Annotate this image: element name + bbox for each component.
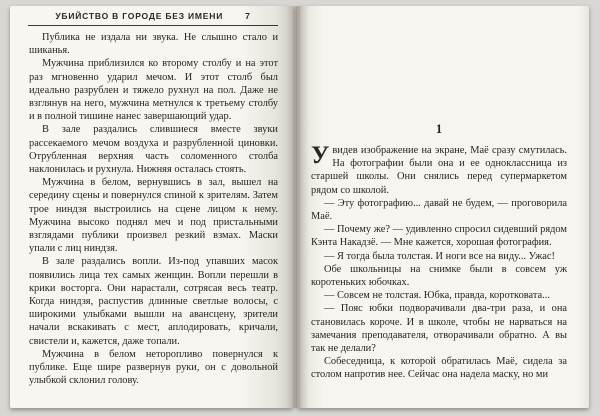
- chapter-number: 1: [435, 122, 443, 136]
- paragraph: — Совсем не толстая. Юбка, правда, коротковата...: [324, 290, 550, 302]
- drop-cap: У: [311, 142, 330, 169]
- paragraph: Обе школьницы на снимке были в совсем уж коротеньких юбочках.: [311, 263, 567, 289]
- running-head: [28, 11, 278, 21]
- left-page: [10, 6, 293, 408]
- left-page-text: [29, 31, 278, 387]
- paragraph: — Я тогда была толстая. И ноги все на виду... Ужас!: [324, 250, 555, 262]
- right-page-text: [311, 144, 567, 382]
- paragraph: Мужчина в белом неторопливо повернулся к публике. Еще шире развернув руки, он с довольной улыбкой склонил голову.: [29, 348, 278, 387]
- paragraph: Мужчина приблизился ко второму столбу и на этот раз мгновенно ударил мечом. И этот столб был идеально разрублен и тяжело рухнул на пол. Даже не взглянув на него, мужчина метнулся к третьему столбу и в полной тишине нанес завершающий удар.: [29, 58, 278, 123]
- paragraph: В зале раздались слившиеся вместе звуки рассекаемого мечом воздуха и разрубленной циновки. Отрубленная верхняя часть соломенного столба наклонилась и рухнула. Нижняя осталась стоять.: [29, 124, 278, 176]
- right-page: [297, 6, 589, 408]
- paragraph: — Эту фотографию... давай не будем, — проговорила Маё.: [311, 197, 567, 223]
- paragraph: Собеседница, к которой обратилась Маё, сидела за столом напротив нее. Сейчас она надела маску, но ми: [311, 356, 567, 381]
- header-rule: [28, 25, 278, 26]
- paragraph: — Почему же? — удивленно спросил сидевший рядом Кэнта Накадзё. — Мне кажется, хорошая фотография.: [311, 224, 567, 249]
- book-title: УБИЙСТВО В ГОРОДЕ БЕЗ ИМЕНИ: [55, 11, 224, 21]
- paragraph: — Пояс юбки подворачивали два-три раза, и она становилась короче. И в школе, чтобы не нарваться на замечания преподавателя, отворачивали обратно. А вы так не делали?: [311, 303, 567, 355]
- paragraph: Мужчина в белом, вернувшись в зал, вышел на середину сцены и повернулся спиной к зрителям. Затем трое ниндзя выстроились на сцене лицом к нему. Мужчина высоко поднял меч и под пристальными взглядами публики произвел резкий взмах. Маски упали с лиц ниндзя.: [29, 177, 278, 255]
- paragraph: Публика не издала ни звука. Не слышно стало и шиканья.: [29, 32, 278, 57]
- page-number: 7: [245, 11, 251, 21]
- paragraph: В зале раздались вопли. Из-под упавших масок появились лица тех самых женщин. Вопли перешли в крики восторга. Они нарастали, сотрясая весь театр. Когда ниндзя, распустив длинные светлые волосы, с широкими улыбками вышли на авансцену, зрители начали вскакивать с мест, аплодировать, кричали, свистели и, кажется, даже топали.: [29, 256, 278, 347]
- paragraph: Увидев изображение на экране, Маё сразу смутилась. На фотографии были она и ее одноклассница из старшей школы. Они снялись перед супермаркетом рядом со школой.: [311, 142, 567, 196]
